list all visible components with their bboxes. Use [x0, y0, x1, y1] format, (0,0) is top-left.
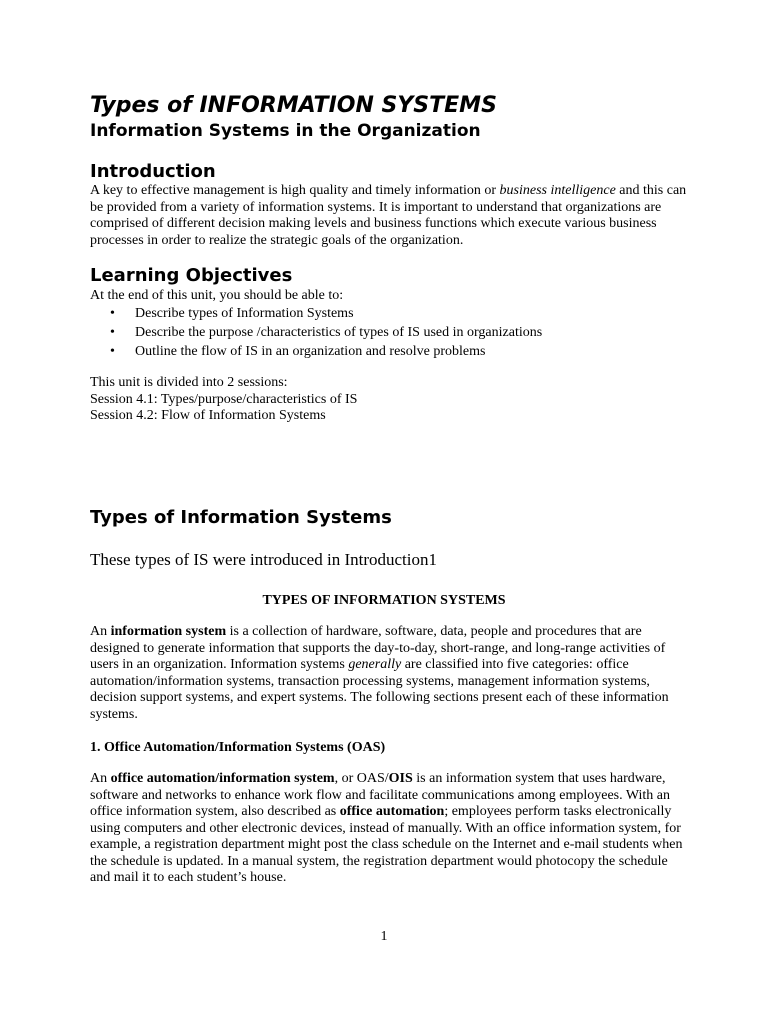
oas-bold-automation: office automation: [339, 804, 445, 819]
session-item: Session 4.2: Flow of Information Systems: [90, 408, 326, 423]
types-center-heading: TYPES OF INFORMATION SYSTEMS: [262, 593, 506, 608]
oas-bold-term: office automation/information system: [110, 771, 335, 786]
is-emphasis: generally: [348, 657, 402, 672]
types-heading: Types of Information Systems: [90, 507, 392, 528]
introduction-paragraph: [90, 183, 690, 249]
list-item: • Outline the flow of IS in an organization and resolve problems: [110, 342, 542, 361]
page-number: 1: [380, 929, 388, 944]
learning-objectives-heading: Learning Objectives: [90, 265, 293, 286]
types-intro-line: These types of IS were introduced in Introduction1: [90, 550, 437, 569]
intro-text-2: and this can be provided from a variety of information systems. It is important to understand that organizations are comprised of different decision making levels and business functions which execute various business processes in order to realize the strategic goals of the organization.: [90, 183, 687, 248]
is-bold-term: information system: [110, 624, 227, 639]
intro-emphasis: business intelligence: [499, 183, 616, 198]
objectives-list: [110, 304, 542, 361]
oas-text-3: is an information system that uses hardware, software and networks to enhance work flow and facilitate communications among employees. With an office information system, also described as: [90, 771, 671, 819]
is-text-2: is a collection of hardware, software, data, people and procedures that are designed to generate information that supports the day-to-day, short-range, and long-range activities of users in an organization. Information systems: [90, 624, 666, 672]
objectives-lead-text: At the end of this unit, you should be able to:: [90, 288, 344, 303]
oas-text-2: , or OAS/: [334, 771, 389, 786]
is-text-3: are classified into five categories: office automation/information systems, transaction processing systems, management information systems, decision support systems, and expert systems. The following sections present each of these information systems.: [90, 657, 669, 722]
information-system-paragraph: [90, 624, 690, 723]
sessions-block: [90, 375, 357, 425]
introduction-heading: Introduction: [90, 161, 216, 182]
list-item: • Describe types of Information Systems: [110, 304, 542, 323]
document-title: Types of INFORMATION SYSTEMS: [90, 93, 497, 118]
session-item: Session 4.1: Types/purpose/characteristics of IS: [90, 391, 358, 407]
oas-bold-ois: OIS: [388, 771, 413, 786]
oas-heading: 1. Office Automation/Information Systems (OAS): [90, 740, 386, 755]
oas-text-1: An: [90, 771, 111, 786]
is-text-1: An: [90, 624, 111, 639]
sessions-lead: This unit is divided into 2 sessions:: [90, 375, 288, 390]
intro-text-1: A key to effective management is high quality and timely information or: [90, 183, 500, 198]
document-subtitle: Information Systems in the Organization: [90, 121, 481, 141]
list-item: • Describe the purpose /characteristics of types of IS used in organizations: [110, 323, 542, 342]
oas-paragraph: [90, 771, 690, 887]
oas-text-4: ; employees perform tasks electronically using computers and other electronic devices, instead of manually. With an office information system, for example, a registration department might post the class schedule on the Internet and e-mail students when the schedule is updated. In a manual system, the registration department would photocopy the schedule and mail it to each student’s house.: [90, 804, 683, 885]
objectives-lead: [90, 288, 343, 305]
